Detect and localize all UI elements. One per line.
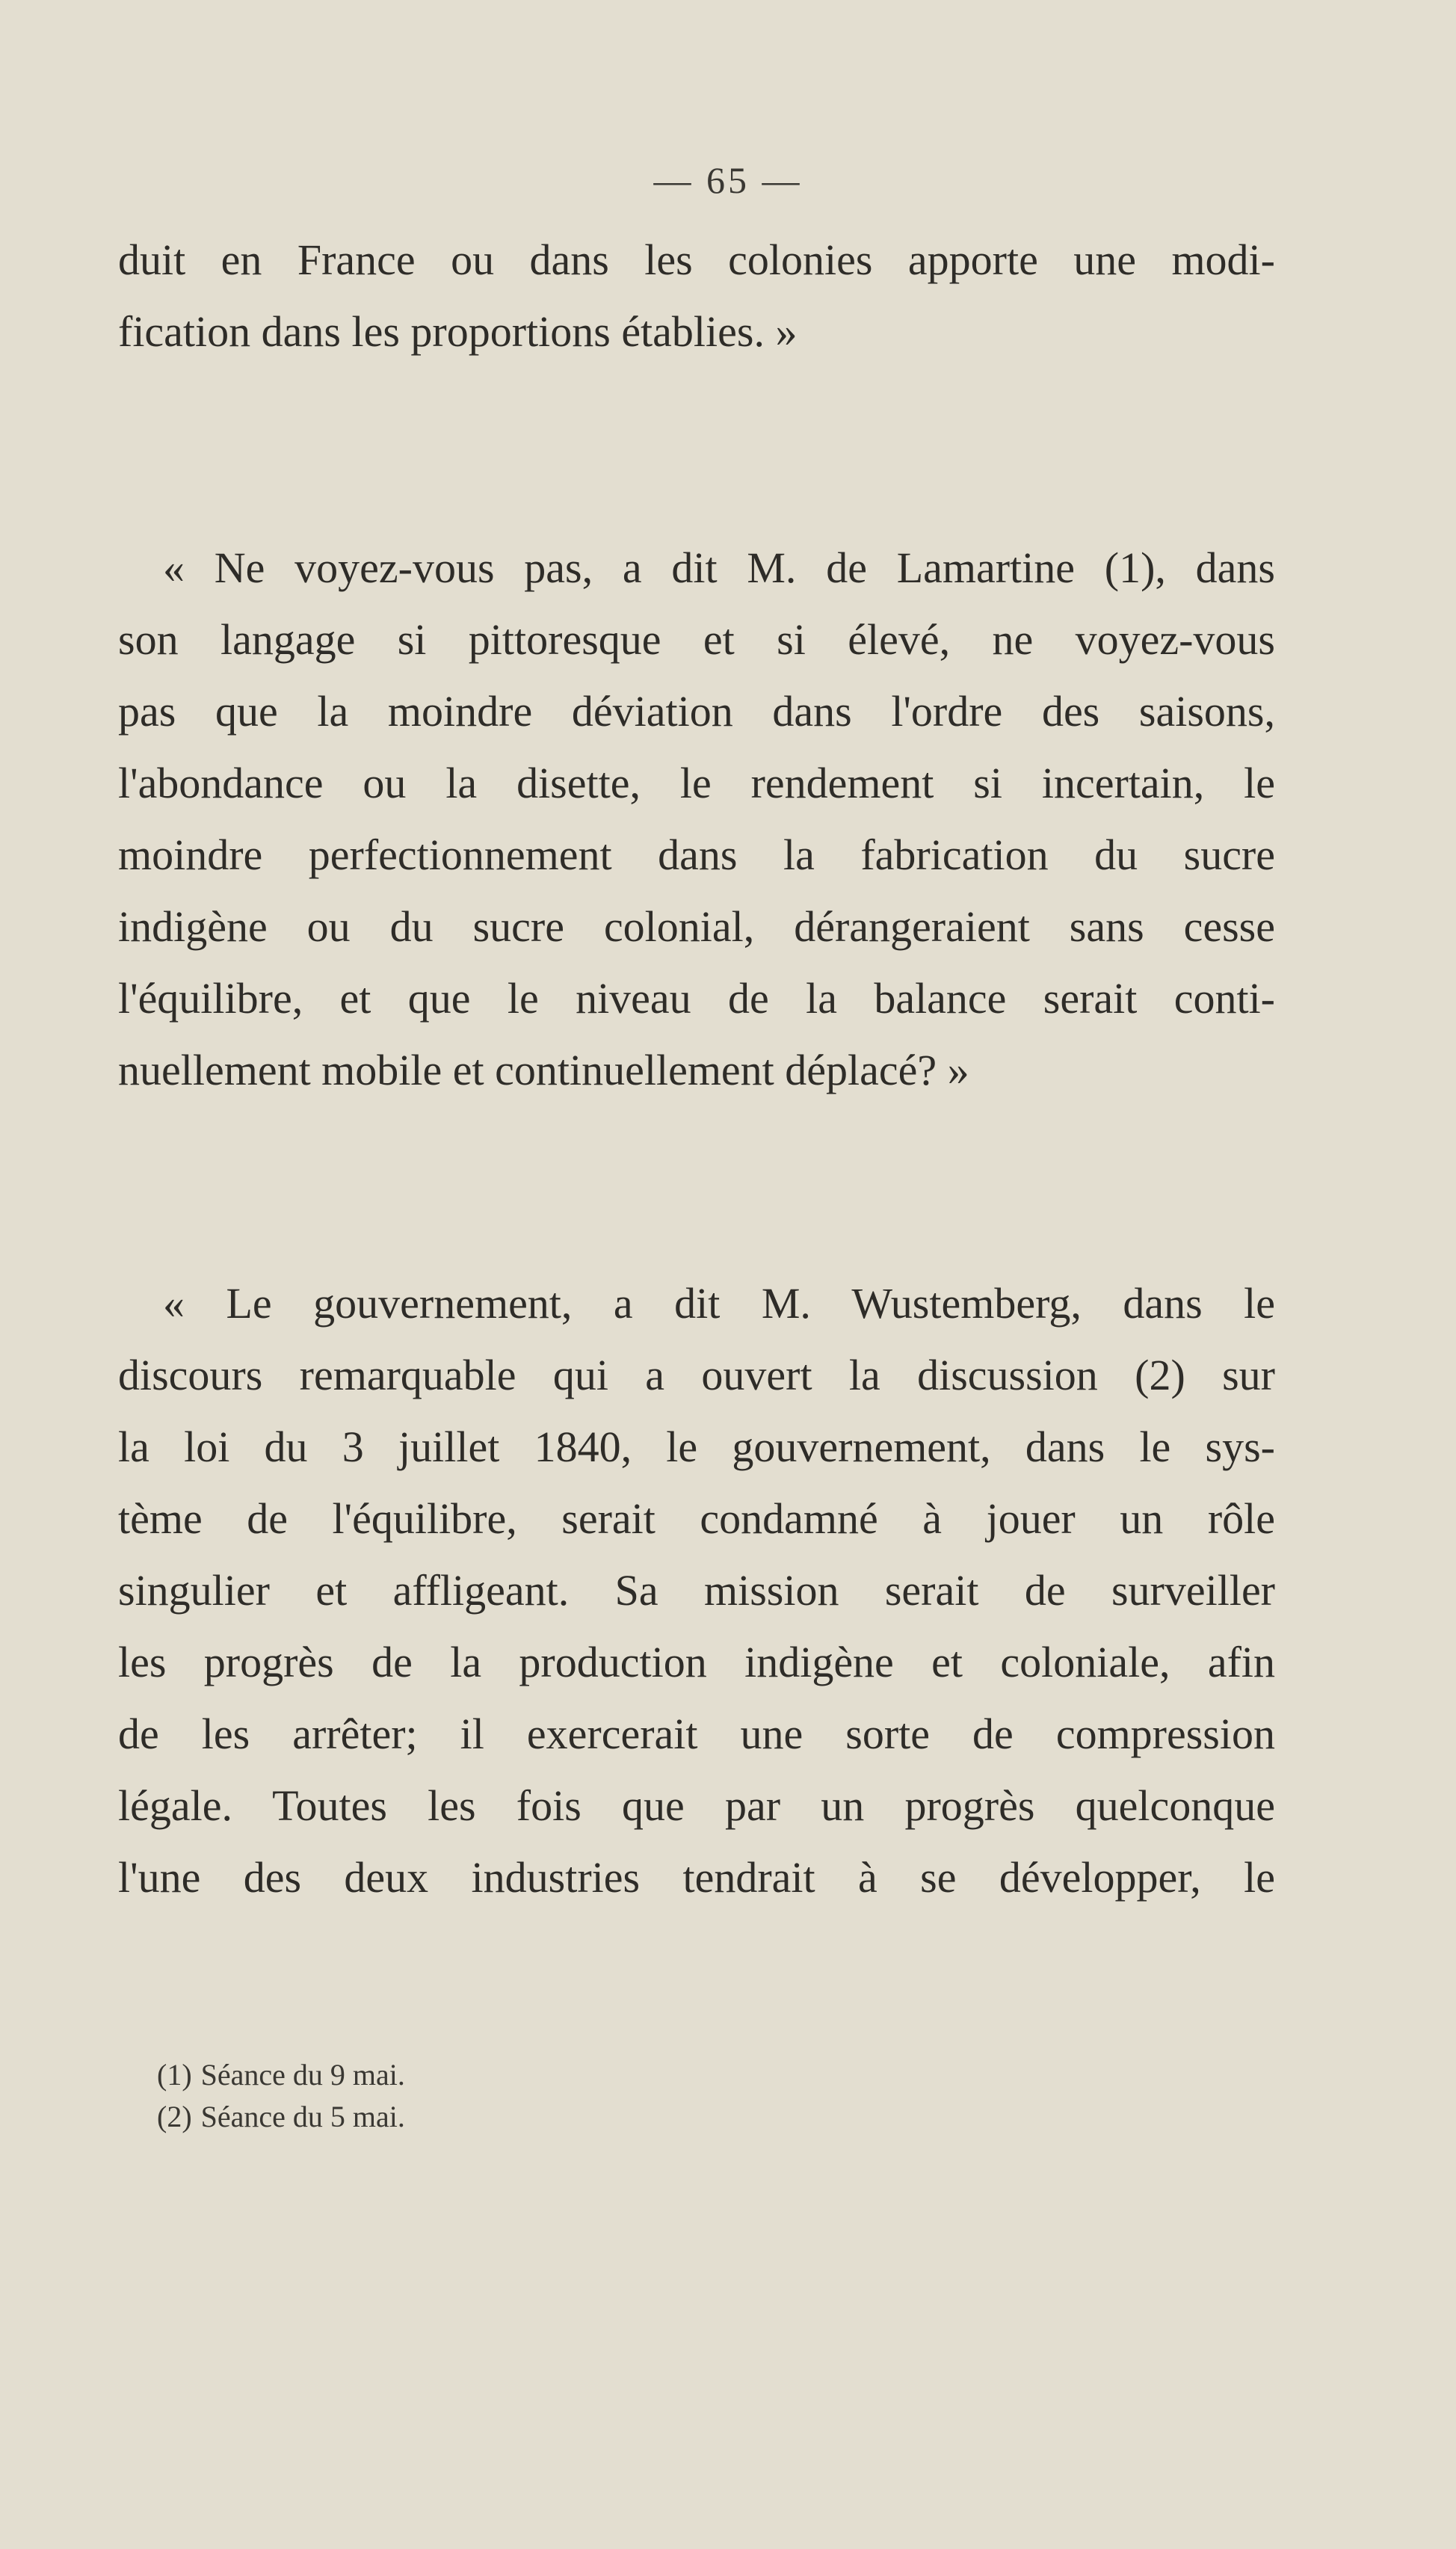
footnote-text: Séance du 9 mai. — [200, 2058, 405, 2092]
text-line: l'abondance ou la disette, le rendement si incertain, le — [118, 759, 1275, 807]
paragraph-2 — [118, 532, 1275, 1106]
footnote-text: Séance du 5 mai. — [200, 2100, 405, 2133]
footnote — [157, 2054, 405, 2096]
footnotes — [157, 2054, 405, 2138]
text-line: duit en France ou dans les colonies apporte une modi- — [118, 235, 1275, 284]
footnote — [157, 2096, 405, 2138]
text-line: l'une des deux industries tendrait à se développer, le — [118, 1853, 1275, 1902]
text-line: fication dans les proportions établies. » — [118, 307, 798, 356]
text-line: légale. Toutes les fois que par un progrès quelconque — [118, 1781, 1275, 1830]
text-line: pas que la moindre déviation dans l'ordre des saisons, — [118, 687, 1275, 736]
text-line: singulier et affligeant. Sa mission serait de surveiller — [118, 1566, 1275, 1615]
text-line: discours remarquable qui a ouvert la discussion (2) sur — [118, 1351, 1275, 1399]
text-line: tème de l'équilibre, serait condamné à jouer un rôle — [118, 1494, 1275, 1543]
text-line: l'équilibre, et que le niveau de la balance serait conti- — [118, 974, 1275, 1023]
text-line: « Le gouvernement, a dit M. Wustemberg, dans le — [163, 1279, 1275, 1328]
paragraph-3 — [118, 1268, 1275, 1914]
text-line: moindre perfectionnement dans la fabrication du sucre — [118, 830, 1275, 879]
text-line: indigène ou du sucre colonial, dérangeraient sans cesse — [118, 902, 1275, 951]
text-line: son langage si pittoresque et si élevé, ne voyez-vous — [118, 615, 1275, 664]
text-line: les progrès de la production indigène et coloniale, afin — [118, 1638, 1275, 1686]
text-line: « Ne voyez-vous pas, a dit M. de Lamartine (1), dans — [163, 543, 1275, 592]
footnote-number: (1) — [157, 2058, 192, 2092]
page-number: — 65 — — [653, 159, 803, 201]
footnote-number: (2) — [157, 2100, 192, 2133]
text-line: la loi du 3 juillet 1840, le gouvernement, dans le sys- — [118, 1423, 1275, 1471]
text-line: de les arrêter; il exercerait une sorte de compression — [118, 1710, 1275, 1758]
text-line: nuellement mobile et continuellement déplacé? » — [118, 1046, 969, 1094]
paragraph-1 — [118, 224, 1275, 368]
